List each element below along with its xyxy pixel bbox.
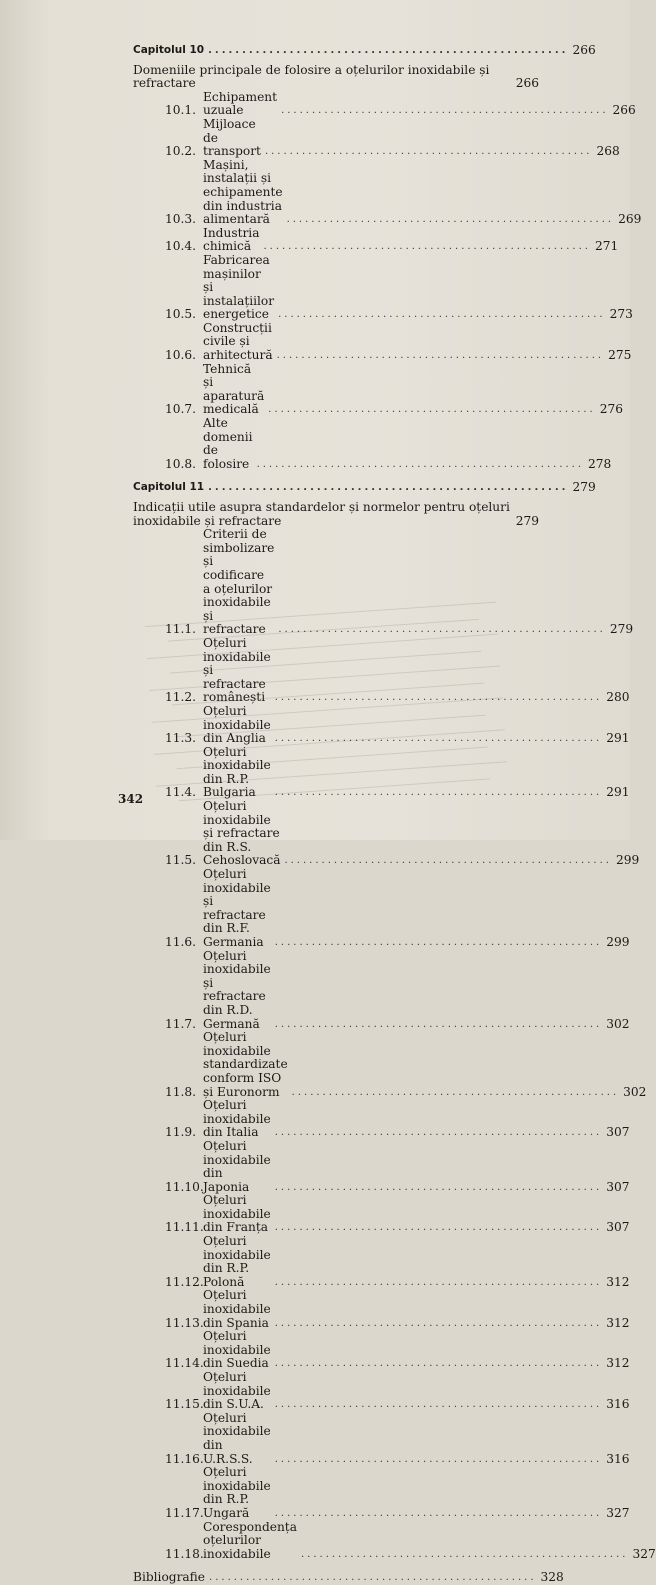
entry-number: 11.4.	[165, 785, 197, 800]
leader-dots: .....................................................	[291, 1086, 620, 1098]
leader-dots: .....................................................	[274, 937, 603, 948]
entry-title: Oțeluri inoxidabile din Italia	[203, 1098, 271, 1140]
entry-number: 11.5.	[165, 853, 197, 868]
leader-dots: .....................................................	[274, 1399, 603, 1411]
leader-dots: .....................................................	[264, 146, 593, 158]
entry-number: 11.9.	[165, 1125, 197, 1140]
page-ref: 302	[623, 1084, 647, 1099]
chapter-11-heading	[133, 480, 596, 495]
entry-title: Oțeluri inoxidabile din Spania	[203, 1288, 271, 1330]
leader-dots: .....................................................	[274, 787, 603, 799]
toc-entry	[133, 225, 619, 254]
page-ref: 266	[572, 43, 596, 57]
entry-title: Mijloace de transport	[203, 116, 261, 159]
page-ref: 291	[606, 785, 630, 800]
toc-entry	[133, 1519, 656, 1562]
page-ref: 268	[596, 144, 620, 159]
toc-entry	[133, 320, 632, 363]
bibliography-label: Bibliografie	[133, 1570, 206, 1585]
leader-dots: .....................................................	[286, 214, 615, 226]
entry-number: 11.6.	[165, 935, 197, 949]
entry-number: 10.4.	[165, 239, 197, 254]
entry-number: 10.7.	[165, 402, 197, 417]
toc-entry	[133, 1288, 630, 1330]
entry-title: Tehnică și aparatură medicală	[203, 361, 265, 417]
entry-number: 10.3.	[165, 212, 197, 227]
section-title: Indicații utile asupra standardelor și normelor pentru oțeluri inoxidabile și refractare	[133, 500, 510, 528]
entry-number: 10.2.	[165, 144, 197, 159]
leader-dots: .....................................................	[263, 241, 591, 253]
entry-title: Oțeluri inoxidabile din R.P. Polonă	[203, 1234, 271, 1289]
entry-number: 11.3.	[165, 731, 197, 746]
entry-title: Industria chimică	[203, 225, 260, 254]
toc-entry	[133, 799, 640, 868]
entry-title: Oțeluri inoxidabile din R.P. Ungară	[203, 1465, 271, 1520]
chapter-label: Capitolul 10	[133, 44, 205, 56]
page-ref: 279	[572, 480, 596, 495]
toc-entry	[133, 416, 612, 471]
leader-dots: .....................................................	[300, 1548, 629, 1560]
leader-dots: .....................................................	[284, 855, 612, 867]
toc-entry	[133, 361, 624, 417]
entry-number: 11.12.	[165, 1274, 204, 1289]
page-ref: 307	[606, 1125, 630, 1140]
entry-title: Corespondența oțelurilor inoxidabile	[203, 1519, 297, 1561]
leader-dots: .....................................................	[278, 624, 606, 636]
leader-dots: .....................................................	[274, 1358, 603, 1370]
page-ref: 273	[609, 307, 633, 322]
toc-entry	[133, 867, 630, 950]
toc-entry	[133, 948, 630, 1032]
page-ref: 307	[606, 1179, 630, 1194]
bibliography-entry	[133, 1570, 564, 1585]
toc-entry	[133, 1410, 630, 1466]
page-ref: 328	[540, 1570, 564, 1585]
toc-entry	[133, 1030, 647, 1099]
section-title: Domeniile principale de folosire a oțelurilor inoxidabile și refractare	[133, 62, 490, 91]
page-number: 342	[118, 792, 144, 806]
page-ref: 312	[606, 1356, 630, 1371]
page-ref: 291	[606, 731, 630, 746]
entry-title: Oțeluri inoxidabile din Suedia	[203, 1329, 271, 1371]
toc-entry	[133, 1138, 630, 1194]
entry-title: Oțeluri inoxidabile din Anglia	[203, 703, 271, 746]
leader-dots: .....................................................	[274, 1453, 603, 1465]
page-ref: 266	[612, 103, 636, 118]
leader-dots: .....................................................	[274, 1317, 603, 1329]
page-ref: 266	[515, 76, 539, 91]
leader-dots: .....................................................	[274, 692, 603, 704]
entry-number: 10.5.	[165, 307, 197, 322]
entry-number: 11.7.	[165, 1016, 197, 1031]
entry-number: 11.17.	[165, 1505, 204, 1520]
entry-number: 10.1.	[165, 103, 197, 118]
leader-dots: .....................................................	[274, 1507, 603, 1519]
entry-number: 11.15.	[165, 1397, 204, 1412]
entry-title: Oțeluri inoxidabile din U.R.S.S.	[203, 1410, 271, 1466]
entry-title: Oțeluri inoxidabile din R.P. Bulgaria	[203, 744, 271, 800]
entry-number: 11.11.	[165, 1220, 204, 1235]
toc-entry	[133, 1098, 630, 1140]
entry-title: Criterii de simbolizare și codificare a oțelurilor inoxidabile și refractare	[203, 527, 275, 637]
leader-dots: .....................................................	[268, 404, 596, 416]
entry-number: 11.16.	[165, 1451, 204, 1466]
leader-dots: .....................................................	[278, 309, 606, 321]
entry-title: Echipament uzuale	[203, 89, 278, 118]
entry-number: 11.10.	[165, 1179, 204, 1194]
chapter-10-heading	[133, 43, 596, 58]
entry-title: Oțeluri inoxidabile și refractare din R.F. Germania	[203, 867, 271, 949]
toc-entry	[133, 116, 620, 159]
entry-title: Oțeluri inoxidabile din Japonia	[203, 1138, 271, 1194]
entry-number: 11.2.	[165, 690, 197, 705]
entry-title: Mașini, instalații și echipamente din industria alimentară	[203, 157, 283, 227]
leader-dots: .....................................................	[274, 1181, 603, 1193]
chapter-11-title	[133, 501, 539, 528]
toc-entry	[133, 744, 630, 800]
page-ref: 269	[618, 212, 642, 227]
chapter-label: Capitolul 11	[133, 481, 205, 494]
table-of-contents	[133, 43, 656, 1585]
toc-entry	[133, 703, 630, 746]
leader-dots: .....................................................	[274, 1127, 603, 1139]
leader-dots: .....................................................	[281, 105, 609, 117]
entry-number: 11.1.	[165, 622, 197, 637]
entry-number: 11.8.	[165, 1084, 197, 1099]
toc-entry	[133, 89, 636, 118]
entry-title: Oțeluri inoxidabile standardizate conform ISO și Euronorm	[203, 1030, 288, 1099]
page-ref: 327	[632, 1546, 656, 1561]
entry-number: 10.8.	[165, 456, 197, 471]
page-ref: 279	[515, 513, 539, 528]
page-ref: 280	[606, 690, 630, 705]
entry-title: Oțeluri inoxidabile din S.U.A.	[203, 1370, 271, 1412]
leader-dots: .....................................................	[276, 350, 605, 362]
page-ref: 307	[606, 1220, 630, 1235]
toc-entry	[133, 1329, 630, 1371]
leader-dots: .....................................................	[274, 1018, 603, 1030]
toc-entry	[133, 1193, 630, 1235]
page-ref: 299	[606, 935, 630, 949]
page-ref: 299	[615, 853, 640, 868]
leader-dots: .....................................................	[209, 1572, 537, 1584]
page-ref: 276	[599, 402, 624, 417]
leader-dots: .....................................................	[208, 482, 569, 494]
page-ref: 316	[606, 1397, 630, 1412]
entry-title: Alte domenii de folosire	[203, 416, 253, 471]
chapter-10-items	[133, 89, 642, 472]
toc-entry	[133, 157, 642, 227]
entry-number: 10.6.	[165, 348, 197, 363]
leader-dots: .....................................................	[208, 45, 569, 56]
page-ref: 302	[606, 1016, 630, 1031]
entry-title: Fabricarea mașinilor și instalațiilor energetice	[203, 252, 275, 322]
page-ref: 275	[608, 348, 632, 363]
page-ref: 271	[594, 239, 619, 254]
toc-entry	[133, 1370, 630, 1412]
page-ref: 312	[606, 1274, 630, 1289]
entry-number: 11.14.	[165, 1356, 204, 1371]
entry-title: Construcții civile și arhitectură	[203, 320, 273, 363]
entry-title: Oțeluri inoxidabile din Franța	[203, 1193, 271, 1235]
page-ref: 327	[606, 1505, 630, 1520]
chapter-10-title	[133, 64, 539, 91]
page-ref: 278	[588, 456, 612, 471]
entry-title: Oțeluri inoxidabile și refractare din R.S. Cehoslovacă	[203, 799, 281, 868]
leader-dots: .....................................................	[256, 458, 585, 470]
entry-number: 11.18.	[165, 1546, 204, 1561]
entry-number: 11.13.	[165, 1315, 204, 1330]
page-ref: 279	[609, 622, 634, 637]
toc-entry	[133, 635, 630, 705]
entry-title: Oțeluri inoxidabile și refractare din R.D. Germană	[203, 948, 271, 1031]
leader-dots: .....................................................	[274, 1276, 603, 1288]
toc-entry	[133, 527, 634, 637]
chapter-11-items	[133, 527, 656, 1561]
leader-dots: .....................................................	[274, 1222, 603, 1234]
entry-title: Oțeluri inoxidabile și refractare românești	[203, 635, 271, 705]
toc-entry	[133, 252, 633, 322]
page-ref: 312	[606, 1315, 630, 1330]
toc-entry	[133, 1465, 630, 1520]
page-ref: 316	[606, 1451, 630, 1466]
toc-entry	[133, 1234, 630, 1289]
leader-dots: .....................................................	[274, 733, 603, 745]
